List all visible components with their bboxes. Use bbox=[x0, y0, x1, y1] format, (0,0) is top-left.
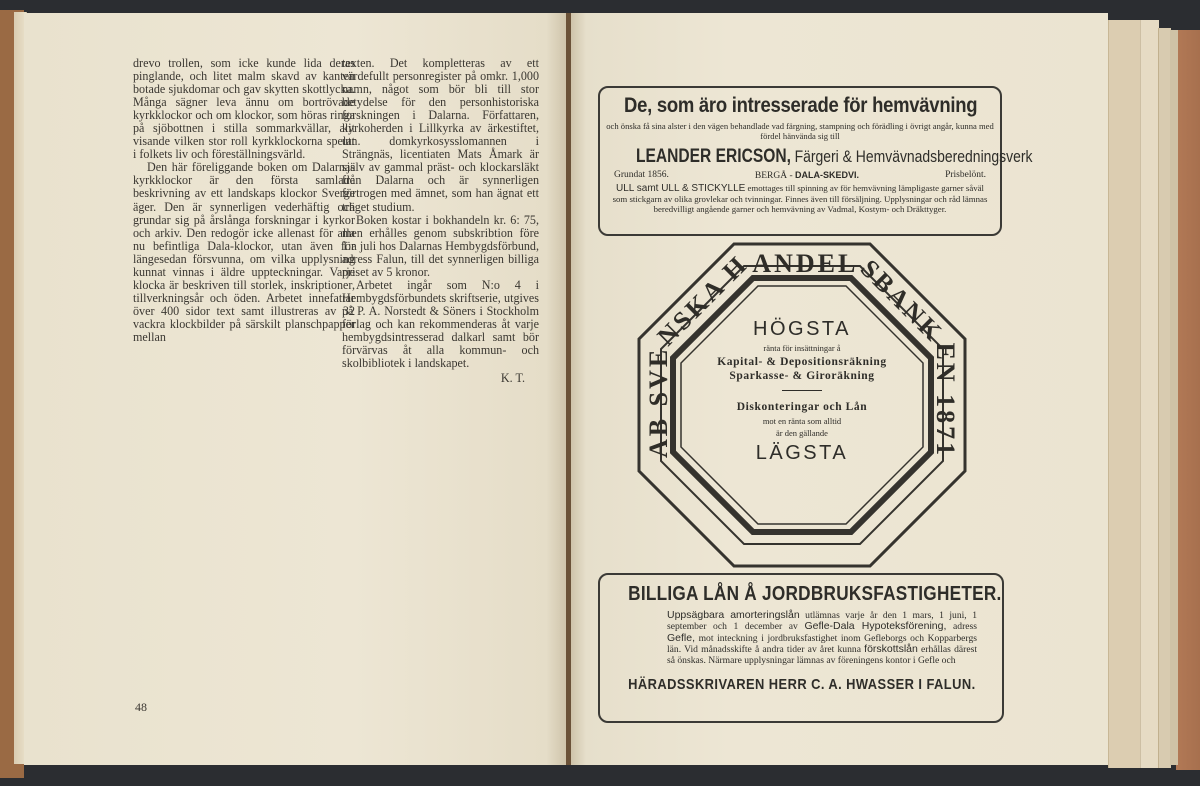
loans-text: Diskonteringar och Lån bbox=[736, 401, 868, 413]
advertisement-bank bbox=[637, 242, 967, 568]
ad-body-text: mot inteckning i jordbruksfastighet inom Gefleborgs och Kopparbergs län. Vid månadsskifte å andra tider av året kunna bbox=[667, 632, 977, 655]
page-number: 48 bbox=[135, 700, 147, 714]
lowest-label: LÄGSTA bbox=[755, 442, 849, 464]
ad-body-emphasis: förskottslån bbox=[864, 642, 918, 655]
account-type-1: Kapital- & Depositionsräkning bbox=[717, 356, 887, 368]
rate-line-1: mot en ränta som alltid bbox=[762, 416, 842, 426]
ad-headline: BILLIGA LÅN Å JORDBRUKSFASTIGHETER. bbox=[628, 583, 1002, 605]
ad-body-emphasis: Gefle, bbox=[667, 631, 696, 644]
paragraph: drevo trollen, som icke kunde lida deras pinglande, och litet malm skavd av kanten botade sjukdomar och gav skytten skottlycka. Många sägner leva ännu om bortrövade kyrkklockor och om klockor, som höras ringa på sjöbottnen i stilla sommarkvällar, alit visande vilken stor roll kyrkklockorna spelat i folkets liv och föreställningsvärld. bbox=[133, 56, 355, 162]
ad-footer: HÄRADSSKRIVAREN HERR C. A. HWASSER I FALUN. bbox=[628, 676, 976, 694]
ad-headline: De, som äro intresserade för hemvävning bbox=[624, 94, 978, 117]
ad-details-row bbox=[600, 170, 1000, 181]
author-signature: K. T. bbox=[500, 371, 525, 386]
location-bold: DALA-SKEDVI. bbox=[795, 170, 860, 180]
founded-text: Grundat 1856. bbox=[614, 170, 669, 180]
ad-body-emphasis: Uppsägbara amorteringslån bbox=[667, 609, 800, 621]
page-edges-right bbox=[1140, 20, 1159, 768]
book-gutter bbox=[566, 13, 571, 765]
highest-label: HÖGSTA bbox=[753, 318, 851, 340]
bank-name-ring: AB SVENSKA HANDELSBANKEN 1871 bbox=[644, 249, 960, 459]
page-edges-right bbox=[1170, 30, 1178, 765]
article-column-1 bbox=[133, 57, 355, 344]
location-plain: BERGÅ - bbox=[754, 171, 796, 181]
ad-body-emphasis: ULL samt ULL & STICKYLLE bbox=[616, 183, 746, 194]
rate-for-text: ränta för insättningar å bbox=[763, 343, 841, 353]
divider bbox=[782, 390, 822, 391]
award-text: Prisbelönt. bbox=[945, 170, 986, 180]
advertisement-loans bbox=[598, 573, 1004, 723]
book-cover-right bbox=[1176, 30, 1200, 770]
account-type-2: Sparkasse- & Giroräkning bbox=[729, 370, 875, 382]
company-name: LEANDER ERICSON, bbox=[636, 146, 791, 167]
ad-company bbox=[636, 146, 1033, 168]
paragraph: Arbetet ingår som N:o 4 i Hembygdsförbundets skriftserie, utgives på P. A. Norstedt & Söners i Stockholm förlag och kan rekommenderas åt varje hembygdsintresserad dalkarl samt bör förvärvas åt alla kommun- och skolbibliotek i landskapet. bbox=[342, 277, 539, 371]
paragraph: texten. Det kompletteras av ett värdefullt personregister på omkr. 1,000 namn, något som bör bli till stor betydelse för den personhistoriska forskningen i Dalarna. Författaren, kyrkoherden i Lillkyrka av ärkestiftet, utn. domkyrkosysslomannen i Strängnäs, licentiaten Mats Åmark är själv av gammal präst- och klockarsläkt från Dalarna och är synnerligen förtrogen med ämnet, som han ägnat ett träget studium. bbox=[342, 56, 539, 214]
bank-ad-content bbox=[637, 242, 967, 568]
ad-body-text: erhållas därest så önskas. Närmare upplysningar lämnas av föreningens kontor i Gefle och bbox=[667, 643, 977, 667]
ad-body-emphasis: Gefle-Dala Hypoteksförening, bbox=[804, 620, 947, 633]
ad-body-text: emottages till spinning av för hemvävning lämpligaste garner såväl som stickgarn av olika grovlekar och tvinningar. Finnes även till försäljning. Upplysningar och råd lämnas beredvilligt angående garner och hemvävning av Vadmal, Kostym- och Dräkttyger. bbox=[612, 183, 988, 214]
advertisement-weaving bbox=[598, 86, 1033, 236]
ad-intro: och önska få sina alster i den vägen behandlade vad färgning, stampning och förädling i övrigt angår, kunna med fördel hänvända sig till bbox=[606, 121, 994, 141]
ad-body bbox=[600, 183, 1000, 214]
paragraph: Boken kostar i bokhandeln kr. 6: 75, men erhålles genom subskribtion före 1:a juli hos Dalarnas Hembygdsförbund, adress Falun, till det synnerligen billiga priset av 5 kronor. bbox=[342, 212, 539, 279]
rate-line-2: är den gällande bbox=[776, 428, 828, 438]
ad-body-text: utlämnas varje år den 1 mars, 1 juni, 1 september och 1 december av bbox=[667, 610, 977, 633]
company-description: Färgeri & Hemvävnadsberedningsverk bbox=[794, 147, 1033, 166]
article-column-2 bbox=[342, 57, 539, 385]
ad-body bbox=[600, 610, 1002, 666]
page-edges-right bbox=[1108, 20, 1141, 768]
ad-body-text: adress bbox=[946, 621, 977, 633]
location-text bbox=[755, 170, 859, 181]
paragraph: Den här föreliggande boken om Dalarnas kyrkklockor är den första samlade beskrivning av ett landskaps klockor Sverge äger. Den är synnerligen vederhäftig och grundar sig på årslånga forskningar i kyrkor och arkiv. Den redogör icke allenast för alla nu befintliga Dala-klockor, utan även för längesedan försvunna, om vilka upplysning kunnat vinnas i äldre uppteckningar. Varje klocka är beskriven till storlek, inskriptioner, tillverkningsår och öden. Arbetet innefattar över 400 sidor text samt illustreras av 32 vackra klockbilder på särskilt planschpapper mellan bbox=[133, 160, 355, 344]
